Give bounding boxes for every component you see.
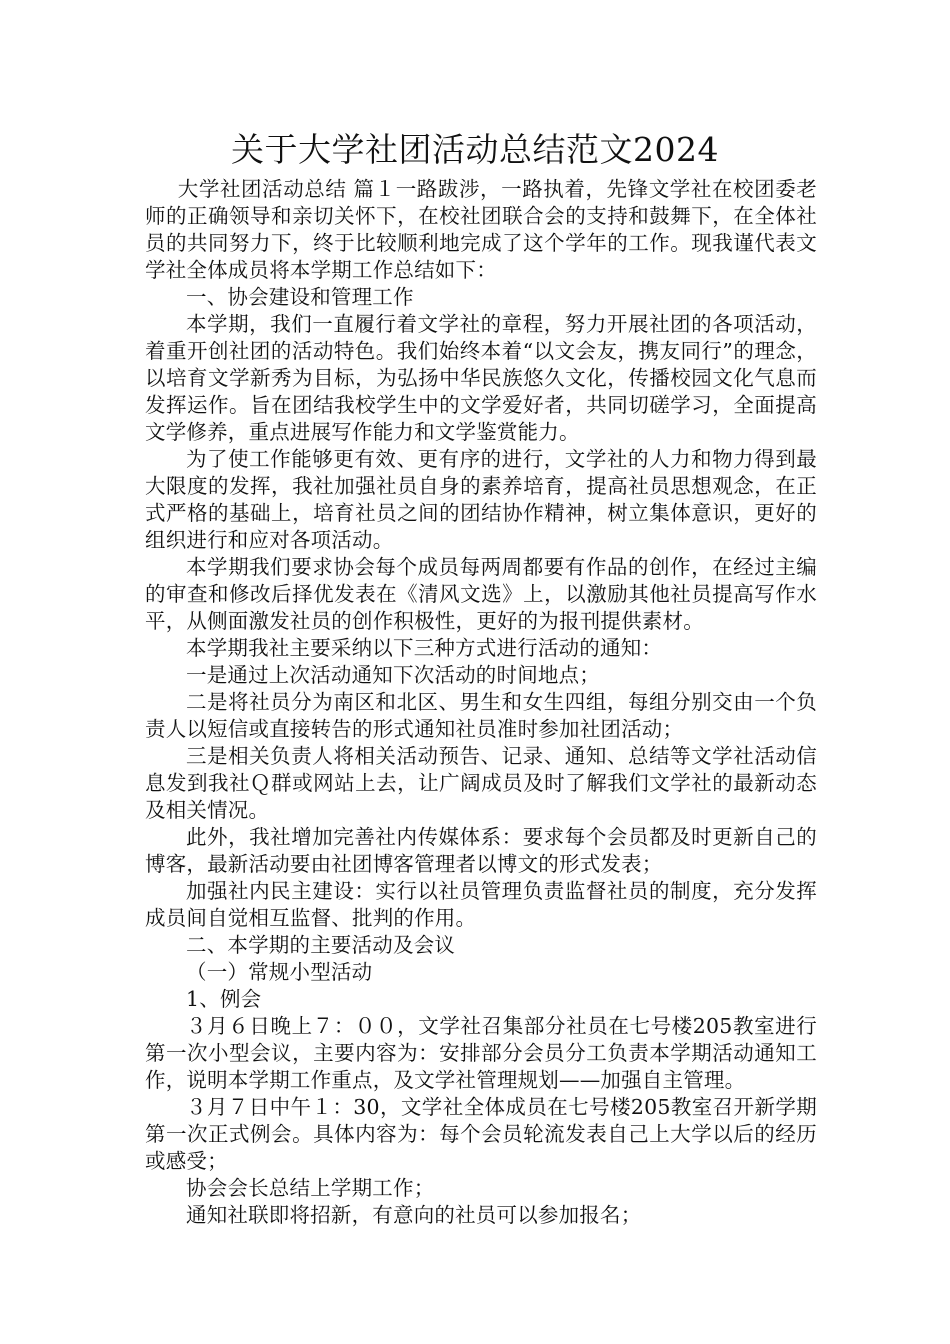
- paragraph: 本学期我们要求协会每个成员每两周都要有作品的创作，在经过主编的审查和修改后择优发表在《清风文选》上，以激励其他社员提高写作水平，从侧面激发社员的创作积极性，更好的为报刊提供素材。: [145, 555, 817, 633]
- item-heading: 1、例会: [186, 987, 262, 1011]
- section-heading-2: 二、本学期的主要活动及会议: [186, 933, 456, 957]
- section-heading-1: 一、协会建设和管理工作: [186, 285, 414, 309]
- paragraph: 此外，我社增加完善社内传媒体系：要求每个会员都及时更新自己的博客，最新活动要由社团博客管理者以博文的形式发表；: [145, 825, 817, 876]
- paragraph: 加强社内民主建设：实行以社员管理负责监督社员的制度，充分发挥成员间自觉相互监督、批判的作用。: [145, 879, 817, 930]
- paragraph: 本学期我社主要采纳以下三种方式进行活动的通知：: [186, 636, 663, 660]
- subsection-heading: （一）常规小型活动: [186, 960, 373, 984]
- paragraph: ３月６日晚上７：００，文学社召集部分社员在七号楼205教室进行第一次小型会议，主要内容为：安排部分会员分工负责本学期活动通知工作，说明本学期工作重点，及文学社管理规划——加强自主管理。: [145, 1014, 817, 1092]
- paragraph: 通知社联即将招新，有意向的社员可以参加报名；: [186, 1203, 642, 1227]
- paragraph-intro: 大学社团活动总结 篇１一路跋涉，一路执着，先锋文学社在校团委老师的正确领导和亲切关怀下，在校社团联合会的支持和鼓舞下，在全体社员的共同努力下，终于比较顺利地完成了这个学年的工作。现我谨代表文学社全体成员将本学期工作总结如下：: [145, 177, 817, 282]
- paragraph: 三是相关负责人将相关活动预告、记录、通知、总结等文学社活动信息发到我社Ｑ群或网站上去，让广阔成员及时了解我们文学社的最新动态及相关情况。: [145, 744, 817, 822]
- paragraph: 协会会长总结上学期工作；: [186, 1176, 435, 1200]
- document-title: 关于大学社团活动总结范文2024: [231, 130, 719, 169]
- paragraph: 二是将社员分为南区和北区、男生和女生四组，每组分别交由一个负责人以短信或直接转告的形式通知社员准时参加社团活动；: [145, 690, 817, 741]
- paragraph: 为了使工作能够更有效、更有序的进行，文学社的人力和物力得到最大限度的发挥，我社加强社员自身的素养培育，提高社员思想观念，在正式严格的基础上，培育社员之间的团结协作精神，树立集体意识，更好的组织进行和应对各项活动。: [145, 447, 817, 552]
- paragraph: ３月７日中午１：30，文学社全体成员在七号楼205教室召开新学期第一次正式例会。具体内容为：每个会员轮流发表自己上大学以后的经历或感受；: [145, 1095, 817, 1173]
- paragraph: 本学期，我们一直履行着文学社的章程，努力开展社团的各项活动，着重开创社团的活动特色。我们始终本着“以文会友，携友同行”的理念，以培育文学新秀为目标，为弘扬中华民族悠久文化，传播校园文化气息而发挥运作。旨在团结我校学生中的文学爱好者，共同切磋学习，全面提高文学修养，重点进展写作能力和文学鉴赏能力。: [145, 312, 817, 444]
- document-body: [145, 176, 817, 1229]
- paragraph: 一是通过上次活动通知下次活动的时间地点；: [186, 663, 600, 687]
